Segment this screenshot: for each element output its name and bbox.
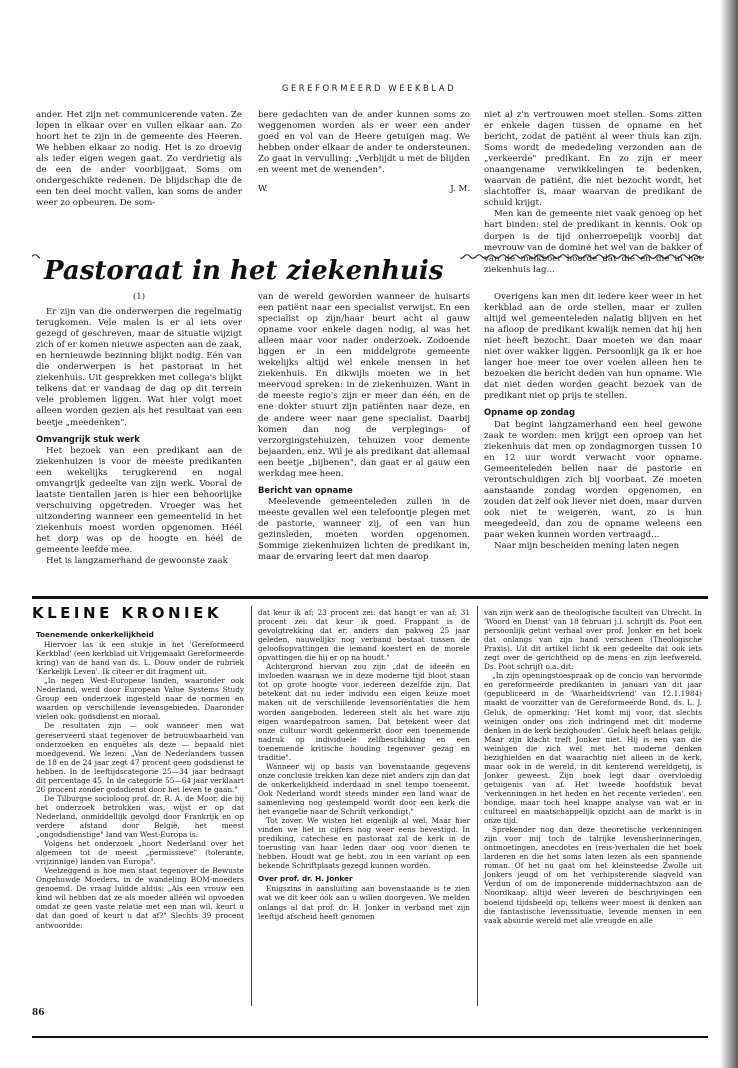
paragraph: van de wereld geworden wanneer de huisarts een patiënt naar een specialist verwijst. En een specialist op zijn/haar beurt acht al gauw opname voor enkele dagen nodig, al was het alleen maar voor nader onderzoek. Zodoende liggen er in een middelgrote gemeente wekelijks altijd wel enkele mensen in het ziekenhuis. En dikwijls moeten we in het meervoud spreken: in de ziekenhuizen. Want in de meeste regio's zijn er meer dan één, en de ene dokter stuurt zijn patiënten naar deze, en de andere weer naar gene specialist. Daarbij komen dan nog de verplegings- of verzorgingstehuizen, tehuizen voor demente bejaarden, enz. Wil je als predikant dat allemaal een beetje „bijbenen", dan gaat er al gauw een werkdag mee heen.: [258, 292, 470, 479]
main-article-column-1: [36, 292, 242, 567]
paragraph: „In negen West-Europese landen, waaronder ook Nederland, werd door European Value Systems Study Group een onderzoek ingesteld naar de normen en waarden op verschillende levensgebieden. Daaronder vielen ook: godsdienst en moraal.: [36, 676, 244, 722]
kroniek-column-3: [484, 608, 702, 925]
page-edge-shadow: [720, 0, 738, 1068]
paragraph: Dat begint langzamerhand een heel gewone zaak te worden: men krijgt een oproep van het ziekenhuis dat men op zondagmorgen tussen 10 en 12 uur wordt verwacht voor opname. Gemeenteleden bellen naar de pastorie en verontschuldigen zich bij voorbaat. Ze moeten aanstaande zondag worden opgenomen, en zouden dat zelf ook liever niet doen, maar durven ook niet te weigeren, want, zo is hun meegedeeld, dan zou de opname weleens een paar weken kunnen worden vertraagd...: [484, 419, 702, 540]
paragraph: Hiervoer las ik een stukje in het 'Gereformeerd Kerkblad' (een kerkblad uit Vrijgemaakt Gereformeerde kring) van de hand van ds. L. Douw onder de rubriek 'Kerkelijk Leven'. Ik citeer er dit fragment uit.: [36, 640, 244, 677]
kroniek-title: KLEINE KRONIEK: [32, 604, 222, 622]
paragraph: Het is langzamerhand de gewoonste zaak: [46, 556, 228, 567]
running-header: GEREFORMEERD WEEKBLAD: [281, 84, 457, 94]
paragraph: ander. Het zijn net communicerende vaten. Ze lopen in elkaar over en vullen elkaar aan. Zo hoort het te zijn in de gemeente des Heeren. We hebben elkaar zo nodig. Het is zo droevig als ieder eigen wegen gaat. Zo verdrietig als de een de ander voorbijgaat. Soms om ondergeschikte redenen. De blijdschap die de een ten deel mocht vallen, kan soms de ander weer zo opbeuren. De som-: [36, 110, 242, 209]
bottom-rule: [32, 1036, 708, 1038]
page-number: 86: [32, 1008, 45, 1018]
paragraph: De Tilburgse socioloog prof. dr. R. A. de Moor, die bij het onderzoek betrokken was, wijst er op dat Nederland, onmiddellijk gevolgd door Frankrijk en op verdere afstand door België, het meest „ongodsdienstige" land van West-Europa is.: [36, 793, 244, 840]
paragraph: Het bezoek van een predikant aan de ziekenhuizen is voor de meeste predikanten een wekelijks terugkerend en nogal omvangrijk gedeelte van zijn werk. Vooral de laatste tientallen jaren is hier een behoorlijke verschuiving opgetreden. Vroeger was het uitzondering wanneer een gemeentelid in het ziekenhuis moest worden opgenomen. Héél het dorp was op de hoogte en héél de gemeente leefde mee.: [36, 445, 242, 556]
paragraph: Tot zover. We wisten het eigenlijk al wel. Maar hier vinden we het in cijfers nog weer eens bevestigd. In prediking, catechese en pastoraat zal de kerk in de toerusting van haar leden daar oog voor dienen te hebben. Houdt wat ge hebt, zou in een variant op een bekende Schriftplaats gezegd kunnen worden.: [258, 816, 470, 871]
top-article-column-3: [484, 110, 702, 276]
paragraph: Overigens kan men dit iedere keer weer in het kerkblad aan de orde stellen, maar er zullen altijd wel gemeenteleden nalatig blijven en het na afloop de predikant kwalijk nemen dat hij hen niet heeft bezocht. Daar moeten we dan maar niet over wakker liggen. Persoonlijk ga ik er hoe langer hoe meer toe over voelen alleen hen te bezoeken die bericht deden van hun opname. Wie dat niet deden worden geacht bezoek van de predikant niet op prijs te stellen.: [484, 292, 702, 402]
paragraph: Naar mijn bescheiden mening laten negen: [494, 541, 680, 552]
paragraph: bere gedachten van de ander kunnen soms zo weggenomen worden als er weer een ander goed en vol van de Heere getuigen mag. We hebben onder elkaar de ander te ondersteunen. Zo gaat in vervulling: „Verblijdt u met de blijden en weent met de wenenden".: [258, 110, 470, 176]
paragraph: Enigszins in aansluiting aan bovenstaande is te zien wat we dit keer óók aan u willen doorgeven. We melden onlangs al dat prof. dr. H. Jonker in verband met zijn leeftijd afscheid heeft genomen: [258, 884, 470, 921]
paragraph: „In zijn openingstoespraak op de concio van hervormde en gereformeerde predikanten in januari van dit jaar (gepubliceerd in de 'Waarheidsvriend' van 12.1.1984) maakt de voorzitter van de Gereformeerde Bond, ds. L. J. Geluk, de opmerking: 'Het komt mij voor, dat slechts weinigen onder ons zich indringend met dit moderne denken in de kerk bezighouden'. Geluk heeft helaas gelijk. Maar zijn klacht treft Jonker niet. Hij is een van die weinigen die zich wél met het moderne denken bezighielden en dat waarachtig niet alleen in de kerk, maar ook in de wereld, in dit kenterend wereldgetij, is Jonker geweest. Zijn boek legt daar overvloedig getuigenis van af. Het tweede hoofdstuk bevat 'verkenningen in het heden en het recente verleden', een bondige, maar toch heel knappe analyse van wat er in cultureel en maatschappelijk opzicht aan de markt is in onze tijd.: [484, 671, 702, 826]
subheading: Toenemende onkerkelijkheid: [36, 630, 154, 639]
main-article-column-3: [484, 292, 702, 552]
kroniek-column-2: [258, 608, 470, 921]
paragraph: Men kan de gemeente niet vaak genoeg op het hart binden: stel de predikant in kennis. Ook op dorpen is de tijd onherroepelijk voorbij dat mevrouw van de dominé het wel van de bakker of van de melkboer hoorde dat die en die in het ziekenhuis lag...: [484, 209, 702, 275]
paragraph: Wanneer wij op basis van bovenstaande gegevens onze conclusie trekken kan deze niet anders zijn dan dat de onkerkelijkheid inderdaad in snel tempo toeneemt. Ook Nederland wordt steeds minder een land waar de samenleving nog gestempeld wordt door een kerk die het evangelie naar de Schrift verkondigt.": [258, 761, 470, 817]
paragraph: Volgens het onderzoek „hoort Nederland over het algemeen tot de meest „permissieve" (tolerante, vrijzinnige) landen van Europa".: [36, 839, 244, 867]
signature-right: J. M.: [450, 184, 470, 195]
paragraph: Achtergrond hiervan zou zijn „dat de ideeën en invloeden waaraan we in deze moderne tijd bloot staan tot op grote hoogte voor iedereen dezelfde zijn. Dat betekent dat nu ieder individu een eigen keuze moet maken uit de verschillende levensoriëntaties die hem worden aangeboden. Iedereen stelt als het ware zijn eigen waardepatroon samen. Dat betekent weer dat onze cultuur wordt gekenmerkt door een toenemende nadruk op individuele zelfbeschikking en een toenemende kritische houding tegenover gezag en traditie".: [258, 662, 470, 762]
article-title: [40, 252, 460, 288]
paragraph: Er zijn van die onderwerpen die regelmatig terugkomen. Vele malen is er al iets over gezegd of geschreven, maar de situatie wijzigt zich of er komen nieuwe aspecten aan de zaak, en hernieuwde bezinning blijkt nodig. Eén van die onderwerpen is het pastoraat in het ziekenhuis. Uit gesprekken met collega's blijkt telkens dat er vandaag de dag op dit terrein vele problemen liggen. Wat hier volgt moet alleen worden gezien als het resultaat van een beetje „meedenken".: [36, 307, 242, 428]
top-article-column-1: [36, 110, 242, 209]
subheading: Omvangrijk stuk werk: [36, 433, 140, 444]
column-divider: [477, 606, 478, 1006]
article-title-text: Pastoraat in het ziekenhuis: [44, 256, 444, 286]
subheading: Opname op zondag: [484, 407, 575, 418]
subheading: Bericht van opname: [258, 484, 353, 495]
paragraph: De resultaten zijn — ook wanneer men wat gereserveerd staat tegenover de betrouwbaarheid van onderzoeken en enquêtes als deze — bepaald niet moedgevend. We lezen: „Van de Nederlanders tussen de 18 en de 24 jaar zegt 47 procent geen godsdienst te hebben. In de leeftijdscategorie 25—34 jaar bedraagt dit percentage 45. In de categorie 55—64 jaar verklaart 26 procent zonder godsdienst door het leven te gaan.": [36, 721, 244, 794]
kroniek-column-1: [36, 626, 244, 930]
paragraph: van zijn werk aan de theologische faculteit van Utrecht. In 'Woord en Dienst' van 18 februari j.l. schrijft ds. Poot een persoonlijk getint verhaal over prof. Jonker en het boek dat onlangs van zijn hand verscheen (Theologische Praxis). Uit dit artikel licht ik een gedeelte dat ook iets zegt over de gerichtheid op de mens en zijn leefwereld. Ds. Poot schrijft o.a. dit:: [484, 608, 702, 672]
part-number: (1): [132, 292, 146, 302]
paragraph: Veelzeggend is hoe men staat tegenover de Bewuste Ongehuwde Moeders, in de wandeling BOM-moeders genoemd. De vraag luidde aldus: „Als een vrouw een kind wil hebben dat ze als moeder alléén wil opvoeden omdat ze geen vaste relatie met een man wil, keurt u dat dan goed of keurt u dat af?" Slechts 39 procent antwoordde:: [36, 866, 244, 930]
paragraph: Sprekender nog dan deze theoretische verkenningen zijn voor mij toch de talrijke levensherinneringen, ontmoetingen, anecdotes en (reis-)verhalen die het boek larderen en die het soms laten lezen als een spannende roman. Of het nu gaat om het kleinsteedse Zwolle uit Jonkers jeugd of om het verhipsterende slagveld van Verdun of om de imponerende middernachtszon aan de Noordkaap, altijd weer leveren de beschrijvingen een boeiend tijdsbeeld op; telkens weer moest ik denken aan die fantastische levenssituatie, levende mensen in een vaak absurde wereld met alle vreugde en alle: [484, 825, 702, 925]
section-divider-rule: [32, 596, 708, 599]
signature-left: W.: [258, 184, 269, 195]
paragraph: dat keur ik af; 23 procent zei: dat hangt er van af; 31 procent zei: dat keur ik goed. Frappant is de gevolgtrekking dat er, anders dan pakweg 25 jaar geleden, nauwelijks nog verband bestaat tussen de geloofsopvattingen die iemand koestert en de morele opvattingen die hij er op na houdt.": [258, 608, 470, 663]
paragraph: Meelevende gemeenteleden zullen in de meeste gevallen wel een telefoontje plegen met de pastorie, wanneer zij, of een van hun gezinsleden, moeten worden opgenomen. Sommige ziekenhuizen lichten de predikant in, maar de ervaring leert dat men daarop: [258, 496, 470, 563]
paragraph: niet al z'n vertrouwen moet stellen. Soms zitten er enkele dagen tussen de opname en het bericht, zodat de patiënt al weer thuis kan zijn. Soms wordt de mededeling verzonden aan de „verkeerde" predikant. En zo zijn er meer onaangename verwikkelingen te bedenken, waarvan de patiënt, die niet bezocht wordt, het slachtoffer is, maar waarvan de predikant de schuld krijgt.: [484, 110, 702, 209]
signature-line: [258, 184, 470, 195]
top-article-column-2: [258, 110, 470, 195]
main-article-column-2: [258, 292, 470, 563]
subheading: Over prof. dr. H. Jonker: [258, 874, 353, 884]
column-divider: [251, 606, 252, 1006]
